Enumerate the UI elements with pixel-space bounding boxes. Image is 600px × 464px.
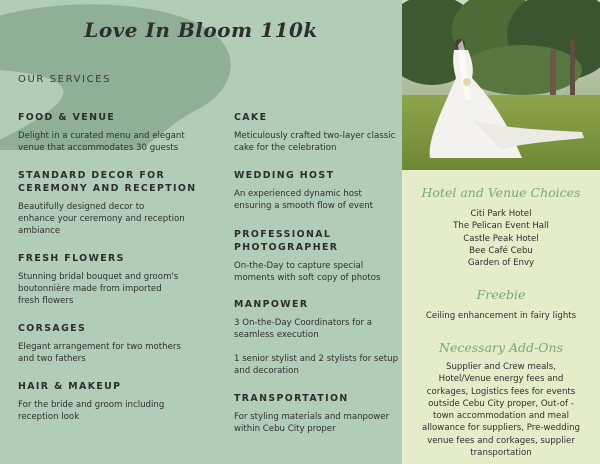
hotel-heading: Hotel and Venue Choices <box>421 185 581 200</box>
service-heading: STANDARD DECOR FOR CEREMONY AND RECEPTION <box>18 170 197 194</box>
service-manpower <box>234 298 400 377</box>
service-food-venue <box>18 111 218 154</box>
service-standard-decor <box>18 169 218 237</box>
service-description: On-the-Day to capture special moments with soft copy of photos <box>234 261 381 283</box>
hotel-list <box>402 208 600 269</box>
service-heading: WEDDING HOST <box>234 170 335 181</box>
service-description: 3 On-the-Day Coordinators for a seamless execution <box>234 318 373 340</box>
service-description: Meticulously crafted two-layer classic cake for the celebration <box>234 131 396 153</box>
addons-text: Supplier and Crew meals, Hotel/Venue energy fees and corkages, Logistics fees for events outside Cebu City proper, Out-of - town accommodation and meal allowance for suppliers, Pre-wedding venue fees and corkages, supplier transportation <box>422 362 580 459</box>
addons-heading: Necessary Add-Ons <box>439 340 563 355</box>
section-label: OUR SERVICES <box>18 74 112 85</box>
service-description: Stunning bridal bouquet and groom's boutonnière made from imported fresh flowers <box>18 272 179 306</box>
service-heading: HAIR & MAKEUP <box>18 381 122 392</box>
list-item: Bee Café Cebu <box>469 245 533 256</box>
freebie-text: Ceiling enhancement in fairy lights <box>425 311 577 321</box>
service-cake <box>234 111 400 154</box>
bride-photo <box>402 0 600 170</box>
service-heading: MANPOWER <box>234 299 309 310</box>
service-hair-makeup <box>18 380 218 423</box>
service-transportation <box>234 392 400 435</box>
list-item: The Pelican Event Hall <box>453 221 549 232</box>
service-description: An experienced dynamic host ensuring a smooth flow of event <box>234 189 374 211</box>
service-description: For the bride and groom including reception look <box>18 400 165 422</box>
service-heading: CAKE <box>234 112 268 123</box>
service-heading: CORSAGES <box>18 323 87 334</box>
service-heading: PROFESSIONAL PHOTOGRAPHER <box>234 229 339 253</box>
list-item: Garden of Envy <box>467 258 535 269</box>
info-panel <box>402 170 600 464</box>
service-heading: TRANSPORTATION <box>234 393 349 404</box>
list-item: Castle Peak Hotel <box>463 233 539 244</box>
page-title: Love In Bloom 110k <box>84 18 318 42</box>
service-description: Elegant arrangement for two mothers and two fathers <box>18 342 181 364</box>
service-fresh-flowers <box>18 252 218 307</box>
service-wedding-host <box>234 169 400 212</box>
list-item: Citi Park Hotel <box>470 209 532 219</box>
service-corsages <box>18 322 218 365</box>
service-heading: FRESH FLOWERS <box>18 253 125 264</box>
service-description: Delight in a curated menu and elegant venue that accommodates 30 guests <box>18 131 185 153</box>
service-description-extra: 1 senior stylist and 2 stylists for setup and decoration <box>234 354 399 376</box>
service-description: For styling materials and manpower within Cebu City proper <box>234 412 390 434</box>
service-description: Beautifully designed decor to enhance your ceremony and reception ambiance <box>18 202 185 236</box>
freebie-heading: Freebie <box>476 287 526 302</box>
service-heading: FOOD & VENUE <box>18 112 116 123</box>
service-photographer <box>234 228 400 284</box>
